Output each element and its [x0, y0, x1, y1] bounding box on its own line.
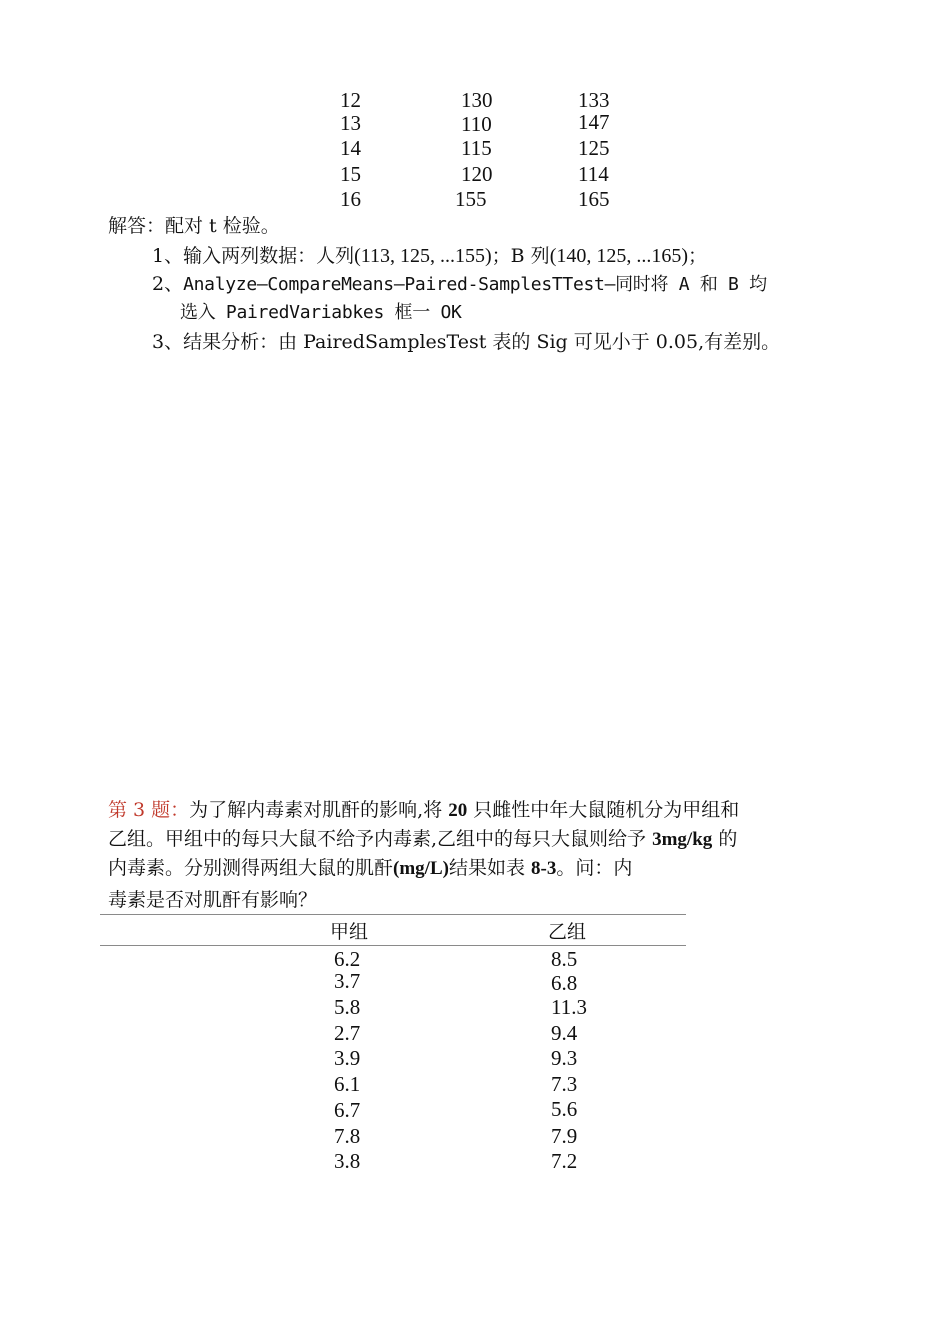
- question-line-2: [108, 824, 737, 851]
- table-cell: 115: [461, 136, 492, 160]
- table-cell: 7.8: [334, 1124, 361, 1148]
- table-cell: 6.1: [334, 1072, 361, 1096]
- table-cell: 133: [578, 88, 610, 112]
- step-2-line-1: Analyze—CompareMeans—Paired-SamplesTTest—同时将 A 和 B 均: [183, 274, 767, 295]
- table-cell: 6.7: [334, 1098, 361, 1122]
- q-line1-c: 只雌性中年大鼠随机分为甲组和: [467, 799, 740, 821]
- step-1-suffix: ；: [688, 245, 708, 267]
- table-cell: 9.4: [551, 1021, 578, 1045]
- step-2-prefix: 2、: [152, 273, 184, 295]
- table-cell: 2.7: [334, 1021, 361, 1045]
- table-cell: 13: [340, 111, 361, 135]
- column-header-group-b: 乙组: [548, 921, 587, 943]
- table-cell: 130: [461, 88, 493, 112]
- column-header-group-a: 甲组: [330, 921, 369, 943]
- question-line-4: 毒素是否对肌酐有影响？: [108, 889, 318, 911]
- q-line1-a: 为了解内毒素对肌酐的影响,将: [189, 799, 449, 821]
- table-cell: 12: [340, 88, 361, 112]
- table-cell: 14: [340, 136, 361, 160]
- table-cell: 7.2: [551, 1149, 578, 1173]
- table-cell: 11.3: [551, 995, 587, 1019]
- table-top-rule: [100, 914, 686, 915]
- step-1-mid: ；B 列: [491, 245, 550, 267]
- q-line1-b: 20: [448, 800, 468, 821]
- table-cell: 114: [578, 162, 609, 186]
- table-cell: 7.9: [551, 1124, 578, 1148]
- q-line3-e: 。问：内: [556, 857, 633, 879]
- answer-step-1: [152, 241, 707, 268]
- table-cell: 165: [578, 187, 610, 211]
- table-cell: 120: [461, 162, 493, 186]
- q-line3-a: 内毒素。分别测得两组大鼠的肌酐: [108, 857, 394, 879]
- table-cell: 3.8: [334, 1149, 361, 1173]
- answer-step-3: 3、结果分析：由 PairedSamplesTest 表的 Sig 可见小于 0.05,有差别。: [152, 331, 781, 353]
- table-cell: 15: [340, 162, 361, 186]
- table-cell: 6.2: [334, 947, 361, 971]
- q-line2-a: 乙组。甲组中的每只大鼠不给予内毒素,乙组中的每只大鼠则给予: [108, 828, 653, 850]
- table-cell: 9.3: [551, 1046, 578, 1070]
- step-1-values-a: (113, 125, ...155): [354, 245, 492, 267]
- table-cell: 7.3: [551, 1072, 578, 1096]
- answer-step-2: [152, 269, 767, 296]
- table-cell: 3.9: [334, 1046, 361, 1070]
- table-cell: 16: [340, 187, 361, 211]
- table-cell: 3.7: [334, 969, 361, 993]
- q-line3-b: (mg/L): [393, 858, 449, 879]
- q-line3-c: 结果如表: [448, 857, 531, 879]
- header-bottom-rule: [100, 945, 686, 946]
- table-cell: 125: [578, 136, 610, 160]
- table-cell: 155: [455, 187, 487, 211]
- q-line2-c: 的: [712, 828, 738, 850]
- answer-heading: 解答：配对 t 检验。: [108, 215, 280, 237]
- step-1-values-b: (140, 125, ...165): [549, 245, 689, 267]
- table-cell: 147: [578, 110, 610, 134]
- question-label: [108, 799, 189, 821]
- table-cell: 110: [461, 112, 492, 136]
- table-cell: 5.8: [334, 995, 361, 1019]
- table-cell: 6.8: [551, 971, 578, 995]
- answer-step-2-line-2: 选入 PairedVariabkes 框一 OK: [180, 302, 462, 323]
- q-line3-d: 8-3: [531, 858, 557, 879]
- table-cell: 8.5: [551, 947, 578, 971]
- table-cell: 5.6: [551, 1097, 578, 1121]
- question-label-text: 第 3 题：: [108, 799, 190, 821]
- q-line2-b: 3mg/kg: [652, 829, 713, 850]
- question-line-3: [108, 853, 632, 880]
- step-1-prefix: 1、输入两列数据：人列: [152, 245, 355, 267]
- question-line-1: [108, 795, 739, 822]
